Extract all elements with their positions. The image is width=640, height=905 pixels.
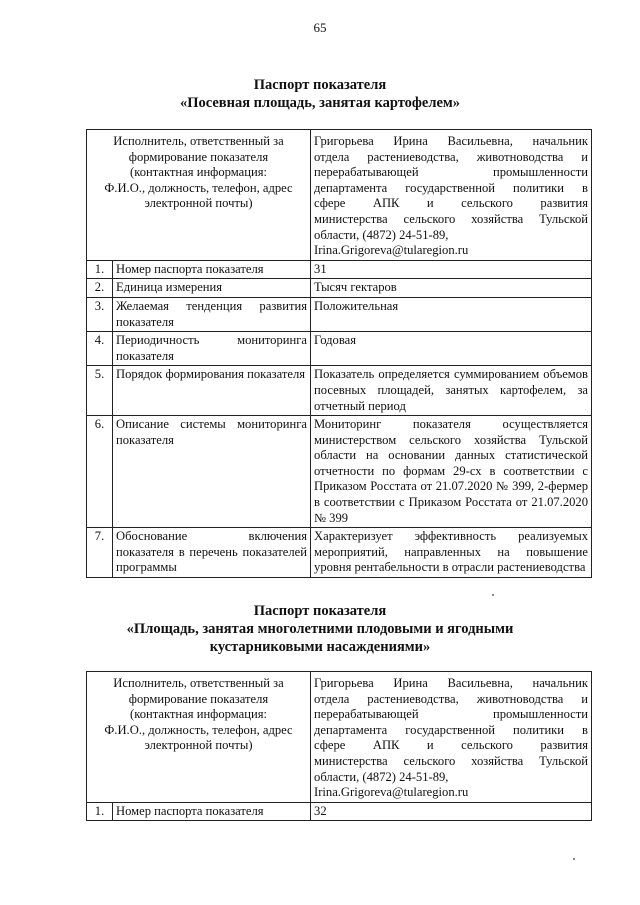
passport-1-heading: [0, 76, 640, 112]
passport-1-indicator-name: «Посевная площадь, занятая картофелем»: [179, 95, 461, 111]
row-label: Обоснование включения показателя в перечень показателей программы: [113, 528, 311, 578]
table-row: [87, 416, 592, 528]
scan-speck: [492, 594, 494, 596]
scan-speck: [573, 858, 575, 860]
row-value: Годовая: [311, 332, 592, 366]
executor-row: [87, 672, 592, 803]
row-label: Описание системы мониторинга показателя: [113, 416, 311, 528]
row-label: Порядок формирования показателя: [113, 366, 311, 416]
row-number: 4.: [87, 332, 113, 366]
row-label: Желаемая тенденция развития показателя: [113, 297, 311, 331]
table-row: [87, 279, 592, 298]
row-number: 1.: [87, 802, 113, 821]
table-row: [87, 297, 592, 331]
passport-2-title: Паспорт показателя: [253, 603, 387, 619]
passport-2-table: [86, 671, 592, 821]
row-label: Номер паспорта показателя: [113, 260, 311, 279]
passport-2-indicator-name-cont: кустарниковыми насаждениями»: [209, 639, 431, 655]
table-row: [87, 802, 592, 821]
table-row: [87, 332, 592, 366]
row-number: 3.: [87, 297, 113, 331]
executor-row: [87, 130, 592, 261]
row-value: Характеризует эффективность реализуемых мероприятий, направленных на повышение уровня рентабельности в отрасли растениеводства: [311, 528, 592, 578]
row-value: 32: [311, 802, 592, 821]
passport-2-heading: [0, 602, 640, 656]
row-number: 6.: [87, 416, 113, 528]
table-row: [87, 528, 592, 578]
executor-label: Исполнитель, ответственный за формирование показателя (контактная информация: Ф.И.О., должность, телефон, адрес электронной почты): [87, 672, 311, 803]
passport-2-indicator-name: «Площадь, занятая многолетними плодовыми и ягодными: [126, 621, 514, 637]
passport-1-table: [86, 129, 592, 578]
row-value: Тысяч гектаров: [311, 279, 592, 298]
row-number: 1.: [87, 260, 113, 279]
row-number: 2.: [87, 279, 113, 298]
table-row: [87, 260, 592, 279]
row-label: Единица измерения: [113, 279, 311, 298]
row-number: 5.: [87, 366, 113, 416]
executor-label: Исполнитель, ответственный за формирование показателя (контактная информация: Ф.И.О., должность, телефон, адрес электронной почты): [87, 130, 311, 261]
row-label: Периодичность мониторинга показателя: [113, 332, 311, 366]
passport-1-title: Паспорт показателя: [253, 77, 387, 93]
row-value: Положительная: [311, 297, 592, 331]
executor-value: Григорьева Ирина Васильевна, начальник отдела растениеводства, животноводства и перерабатывающей промышленности департамента государственной политики в сфере АПК и сельского развития министерства сельского хозяйства Тульской области, (4872) 24-51-89, Irina.Grigoreva@tularegion.ru: [311, 672, 592, 803]
table-row: [87, 366, 592, 416]
executor-value: Григорьева Ирина Васильевна, начальник отдела растениеводства, животноводства и перерабатывающей промышленности департамента государственной политики в сфере АПК и сельского развития министерства сельского хозяйства Тульской области, (4872) 24-51-89, Irina.Grigoreva@tularegion.ru: [311, 130, 592, 261]
row-number: 7.: [87, 528, 113, 578]
row-value: 31: [311, 260, 592, 279]
page-number: 65: [313, 20, 327, 35]
row-value: Показатель определяется суммированием объемов посевных площадей, занятых картофелем, за отчетный период: [311, 366, 592, 416]
row-label: Номер паспорта показателя: [113, 802, 311, 821]
row-value: Мониторинг показателя осуществляется министерством сельского хозяйства Тульской области на основании данных статистической отчетности по формам 29-сх в соответствии с Приказом Росстата от 21.07.2020 № 399, 2-фермер в соответствии с Приказом Росстата от 21.07.2020 № 399: [311, 416, 592, 528]
